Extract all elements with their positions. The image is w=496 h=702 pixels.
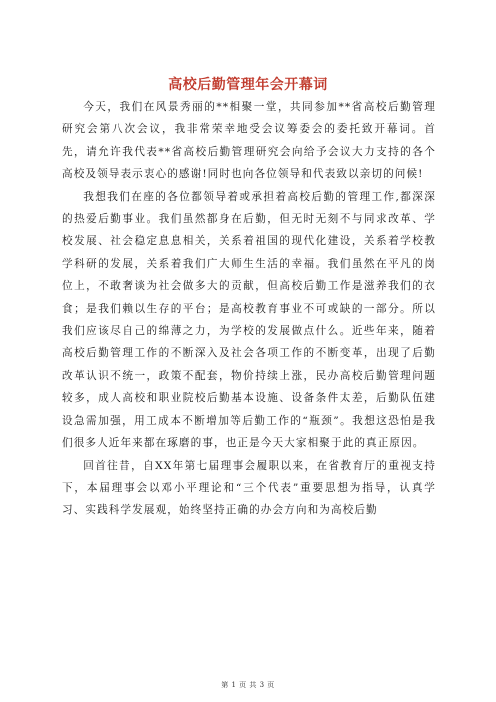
paragraph-1: 今天，我们在风景秀丽的**相聚一堂，共同参加**省高校后勤管理研究会第八次会议，我非常荣幸地受会议筹委会的委托致开幕词。首先，请允许我代表**省高校后勤管理研究会向给予会议大力支持的各个高校及领导表示衷心的感谢!同时也向各位领导和代表致以亲切的问候! bbox=[62, 101, 436, 181]
paragraph-3: 回首往昔，自XX年第七届理事会履职以来，在省教育厅的重视支持下，本届理事会以邓小平理论和“三个代表”重要思想为指导，认真学习、实践科学发展观，始终坚持正确的办会方向和为高校后勤 bbox=[62, 459, 436, 517]
page-footer: 第 1 页 共 3 页 bbox=[221, 681, 275, 689]
document-body bbox=[62, 96, 436, 522]
document-title: 高校后勤管理年会开幕词 bbox=[168, 77, 328, 93]
paragraph-2: 我想我们在座的各位都领导着或承担着高校后勤的管理工作,都深深的热爱后勤事业。我们虽然都身在后勤，但无时无刻不与同求改革、学校发展、社会稳定息息相关，关系着祖国的现代化建设，关系着学校教学科研的发展，关系着我们广大师生生活的幸福。我们虽然在平凡的岗位上，不敢奢谈为社会做多大的贡献，但高校后勤工作是滋养我们的衣食；是我们赖以生存的平台；是高校教育事业不可或缺的一部分。所以我们应该尽自己的绵薄之力，为学校的发展做点什么。近些年来，随着高校后勤管理工作的不断深入及社会各项工作的不断变革，出现了后勤改革认识不统一，政策不配套，物价持续上涨，民办高校后勤管理问题较多，成人高校和职业院校后勤基本设施、设备条件太差，后勤队伍建设急需加强，用工成本不断增加等后勤工作的“瓶颈”。我想这恐怕是我们很多人近年来都在琢磨的事，也正是今天大家相聚于此的真正原因。 bbox=[62, 190, 436, 450]
